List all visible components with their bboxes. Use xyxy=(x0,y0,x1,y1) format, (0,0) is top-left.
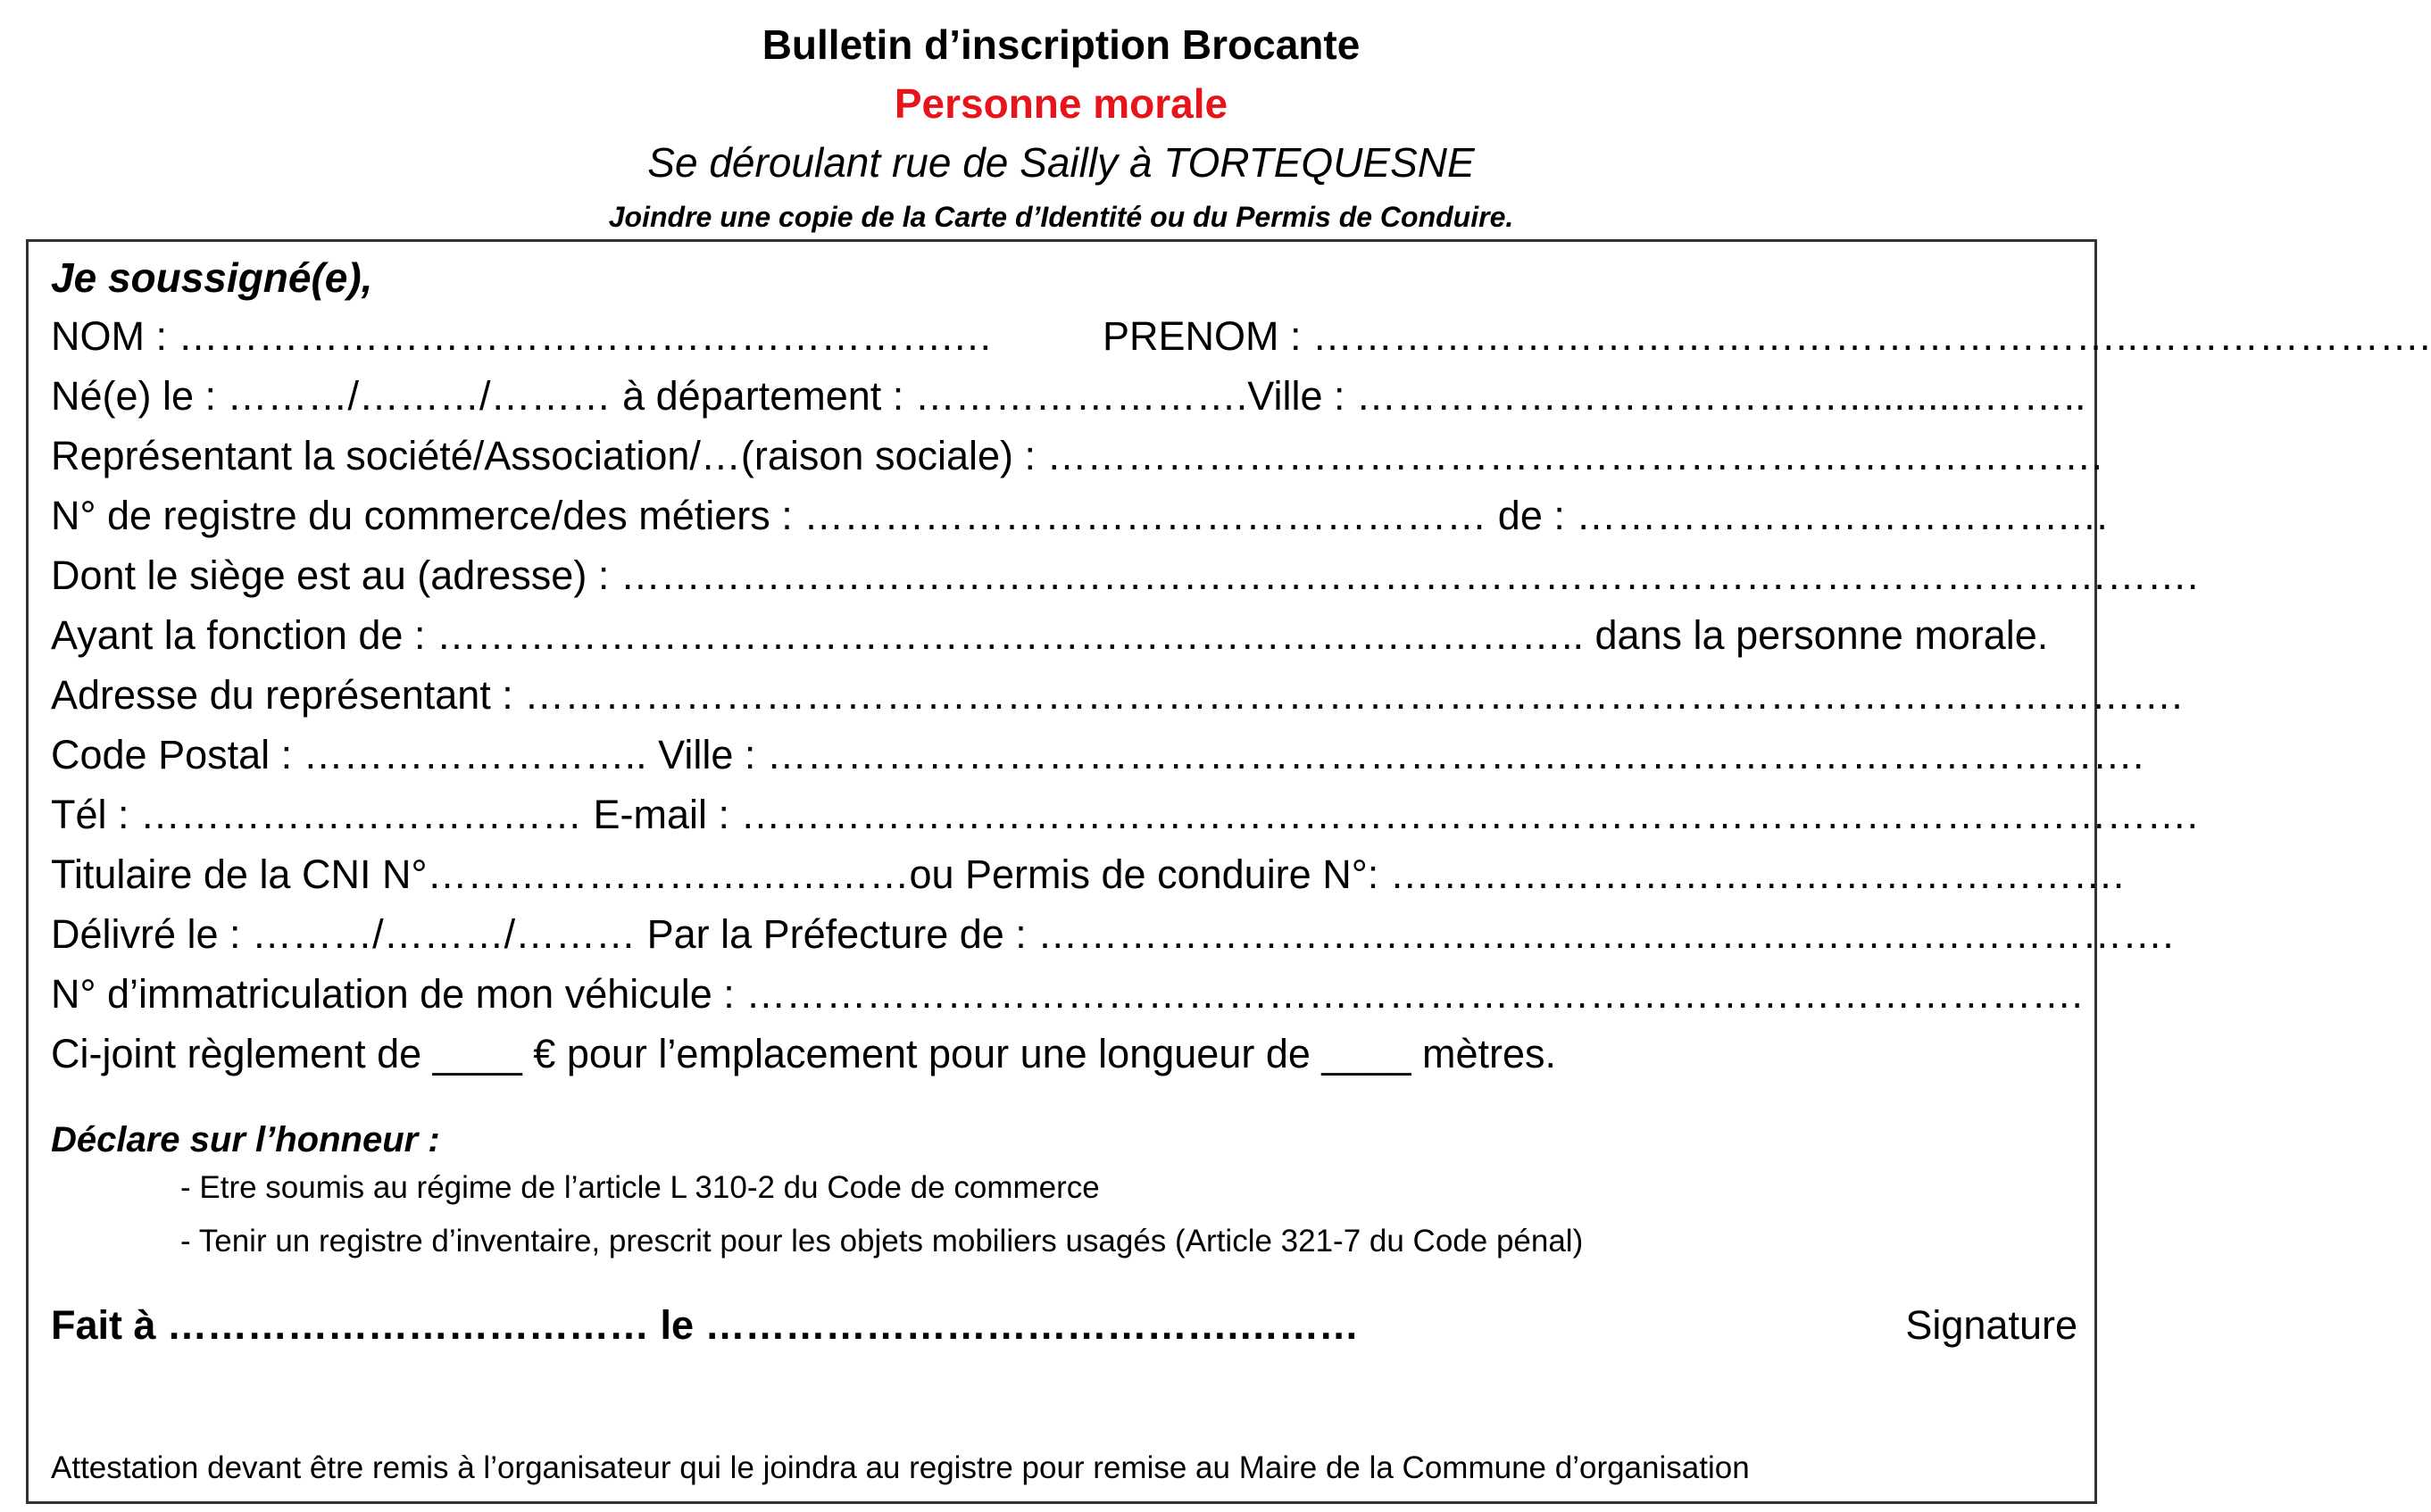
event-location: Se déroulant rue de Sailly à TORTEQUESNE xyxy=(647,139,1475,186)
registration-form-box xyxy=(26,239,2431,1504)
vehicle-registration-field[interactable]: N° d’immatriculation de mon véhicule : ………………………………………………………………………………………. xyxy=(51,971,2083,1017)
birth-field[interactable]: Né(e) le : ………/………/……… à département : …………………….Ville : ……………………………….............…….. xyxy=(51,373,2086,419)
phone-email-field[interactable]: Tél : …………………………… E-mail : ………………………………………………………………………………………………. xyxy=(51,792,2199,837)
document-title: Bulletin d’inscription Brocante xyxy=(762,21,1361,68)
declaration-item: - Etre soumis au régime de l’article L 310-2 du Code de commerce xyxy=(180,1170,1100,1205)
registry-number-field[interactable]: N° de registre du commerce/des métiers : …………………………………………… de : ……………………………….… xyxy=(51,493,2110,538)
headquarters-address-field[interactable]: Dont le siège est au (adresse) : ………………………………………………………………………………………………………. xyxy=(51,552,2199,598)
prenom-field[interactable]: PRENOM : ……………………………………………………..…………………. xyxy=(1103,313,2431,359)
declaration-item: - Tenir un registre d’inventaire, prescrit pour les objets mobiliers usagés (Article 321-7 du Code pénal) xyxy=(180,1224,1584,1259)
declaration-heading: Déclare sur l’honneur : xyxy=(51,1120,440,1159)
payment-field[interactable]: Ci-joint règlement de ____ € pour l’emplacement pour une longueur de ____ mètres. xyxy=(51,1031,1557,1076)
id-card-field[interactable]: Titulaire de la CNI N°………………………………ou Permis de conduire N°: ………………………………………………. xyxy=(51,852,2125,897)
attestation-note: Attestation devant être remis à l’organisateur qui le joindra au registre pour remise au Maire de la Commune d’organisation xyxy=(51,1450,1750,1485)
function-field[interactable]: Ayant la fonction de : ………………………………………………………………………….. dans la personne morale. xyxy=(51,612,2049,658)
document-subtitle: Personne morale xyxy=(894,80,1228,127)
signature-label: Signature xyxy=(1905,1302,2077,1348)
nom-field[interactable]: NOM : ………………………………………………….… xyxy=(51,313,993,359)
representative-address-field[interactable]: Adresse du représentant : ……………………………………………………………………………………………………………. xyxy=(51,672,2183,718)
nom-prenom-row xyxy=(51,312,2431,361)
issued-field[interactable]: Délivré le : ………/………/……… Par la Préfecture de : …………………………………………………………………………. xyxy=(51,911,2174,957)
place-date-signature-row xyxy=(51,1300,2077,1350)
company-field[interactable]: Représentant la société/Association/…(raison sociale) : ……………………………………………………………………. xyxy=(51,433,2103,478)
form-intro: Je soussigné(e), xyxy=(51,254,373,301)
attachment-note: Joindre une copie de la Carte d’Identité ou du Permis de Conduire. xyxy=(608,201,1514,233)
place-date-field[interactable]: Fait à ……………………………… le ………………………………….……… xyxy=(51,1302,1360,1348)
postal-code-city-field[interactable]: Code Postal : …………………….. Ville : …………………………………………………………………………………………. xyxy=(51,732,2144,777)
